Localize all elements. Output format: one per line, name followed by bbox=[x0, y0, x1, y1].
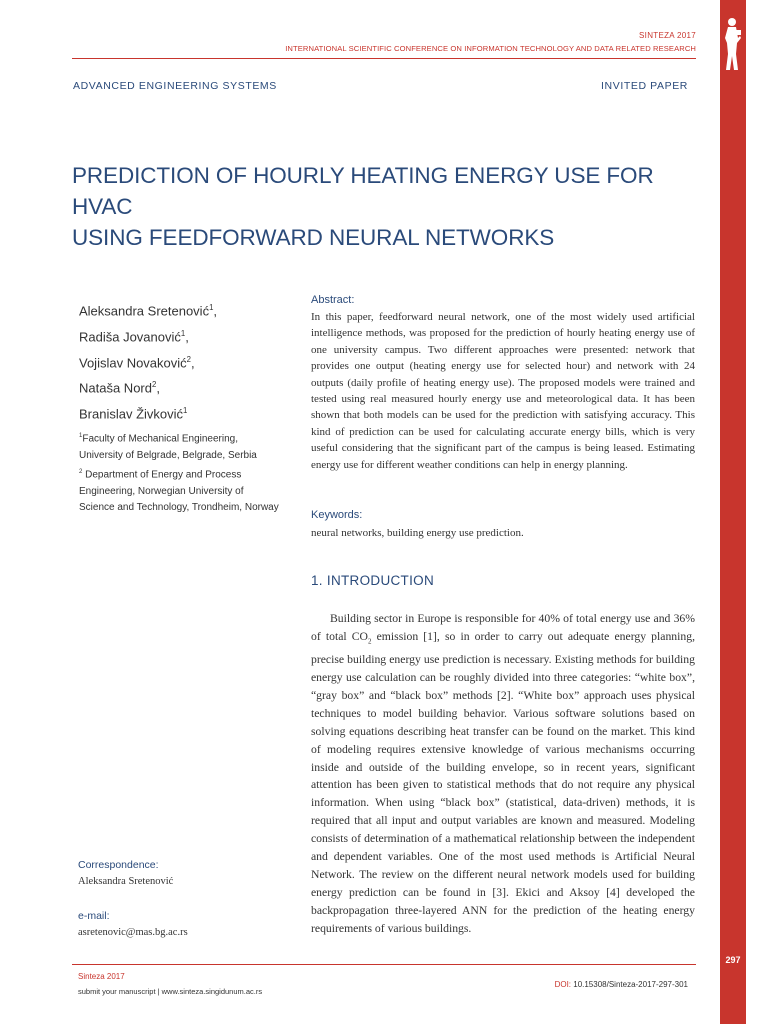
abstract-heading: Abstract: bbox=[311, 294, 355, 306]
correspondence-heading: Correspondence: bbox=[78, 859, 159, 871]
paper-type-label: INVITED PAPER bbox=[601, 80, 688, 92]
author: Nataša Nord$^2$, bbox=[79, 380, 160, 396]
email-link[interactable]: asretenovic@mas.bg.ac.rs bbox=[78, 927, 188, 938]
figure-logo-icon bbox=[721, 14, 745, 76]
author-list bbox=[79, 297, 217, 426]
affiliation-1: $^1$Faculty of Mechanical Engineering, University of Belgrade, Belgrade, Serbia bbox=[79, 433, 257, 461]
side-strip bbox=[720, 0, 746, 1024]
introduction-text: Building sector in Europe is responsible for 40% of total energy use and 36% of total $CO_2$ emission [1], so in order to carry out adequate energy planning, precise building energy use prediction is necessary. Existing methods for building energy use calculation can be roughly divided into three categories: “white box”, “gray box” and “black box” methods [2]. “White box” approach uses physical techniques to model building behavior. Various software solutions based on solving equations describing heat transfer can be found on the market. This kind of modeling requires extensive knowledge of various mechanisms occurring inside and outside of the building envelope, so in recent years, significant attention has been given to statistical methods that do not require any physical information. When using “black box” (statistical, data-driven) methods, it is required that all input and output variables are known and measured. Modeling consists of determination of a mathematical relationship between the independent and dependent variables. One of the most used methods is Artificial Neural Network. The review on the different neural network models used for building energy prediction can be found in [3]. Ekici and Aksoy [4] developed the backpropagation three-layered ANN for the prediction of the heating energy requirements of various buildings. bbox=[311, 612, 695, 935]
page-number: 297 bbox=[725, 955, 741, 965]
sinteza-logo bbox=[720, 0, 746, 82]
footer-journal: Sinteza 2017 bbox=[78, 972, 125, 981]
author: Vojislav Novaković$^2$, bbox=[79, 354, 195, 370]
title-line-1: PREDICTION OF HOURLY HEATING ENERGY USE FOR HVAC bbox=[72, 163, 654, 219]
paper-title bbox=[72, 160, 712, 253]
affiliation-2: $^2$ Department of Energy and Process Engineering, Norwegian University of Science and Technology, Trondheim, Norway bbox=[79, 468, 279, 513]
author: Radiša Jovanović$^1$, bbox=[79, 328, 189, 345]
header-divider bbox=[72, 58, 696, 59]
title-line-2: USING FEEDFORWARD NEURAL NETWORKS bbox=[72, 225, 555, 250]
author: Branislav Živković$^1$ bbox=[79, 406, 188, 422]
affiliations bbox=[79, 428, 279, 516]
keywords-text: neural networks, building energy use prediction. bbox=[311, 527, 524, 539]
section-label: ADVANCED ENGINEERING SYSTEMS bbox=[73, 80, 277, 92]
conference-name: INTERNATIONAL SCIENTIFIC CONFERENCE ON INFORMATION TECHNOLOGY AND DATA RELATED RESEARCH bbox=[285, 44, 696, 53]
doi-link[interactable]: DOI: 10.15308/Sinteza-2017-297-301 bbox=[554, 980, 688, 989]
footer-submit-link[interactable]: submit your manuscript | www.sinteza.singidunum.ac.rs bbox=[78, 987, 263, 996]
introduction-heading: 1. INTRODUCTION bbox=[311, 573, 435, 588]
email-heading: e-mail: bbox=[78, 910, 110, 922]
keywords-heading: Keywords: bbox=[311, 509, 363, 521]
footer-divider bbox=[72, 964, 696, 965]
abstract-text: In this paper, feedforward neural network, one of the most widely used artificial intelligence methods, was proposed for the prediction of hourly heating energy use of one university campus. Two different approaches were presented: network that provides one output (heating energy use for selected hour) and network with 24 outputs (daily profile of heating energy use). The proposed models were trained and tested using real measured hourly energy use and meteorological data. It has been shown that both models can be used for the prediction with satisfying accuracy. This kind of prediction can be used for calculating accurate energy bills, which is very useful considering that the significant part of the campus is being leased. Estimating energy use for different weather conditions can help in energy planning. bbox=[311, 311, 695, 471]
author: Aleksandra Sretenović$^1$, bbox=[79, 303, 218, 319]
conference-year: SINTEZA 2017 bbox=[639, 31, 696, 40]
correspondence-name: Aleksandra Sretenović bbox=[78, 876, 174, 887]
